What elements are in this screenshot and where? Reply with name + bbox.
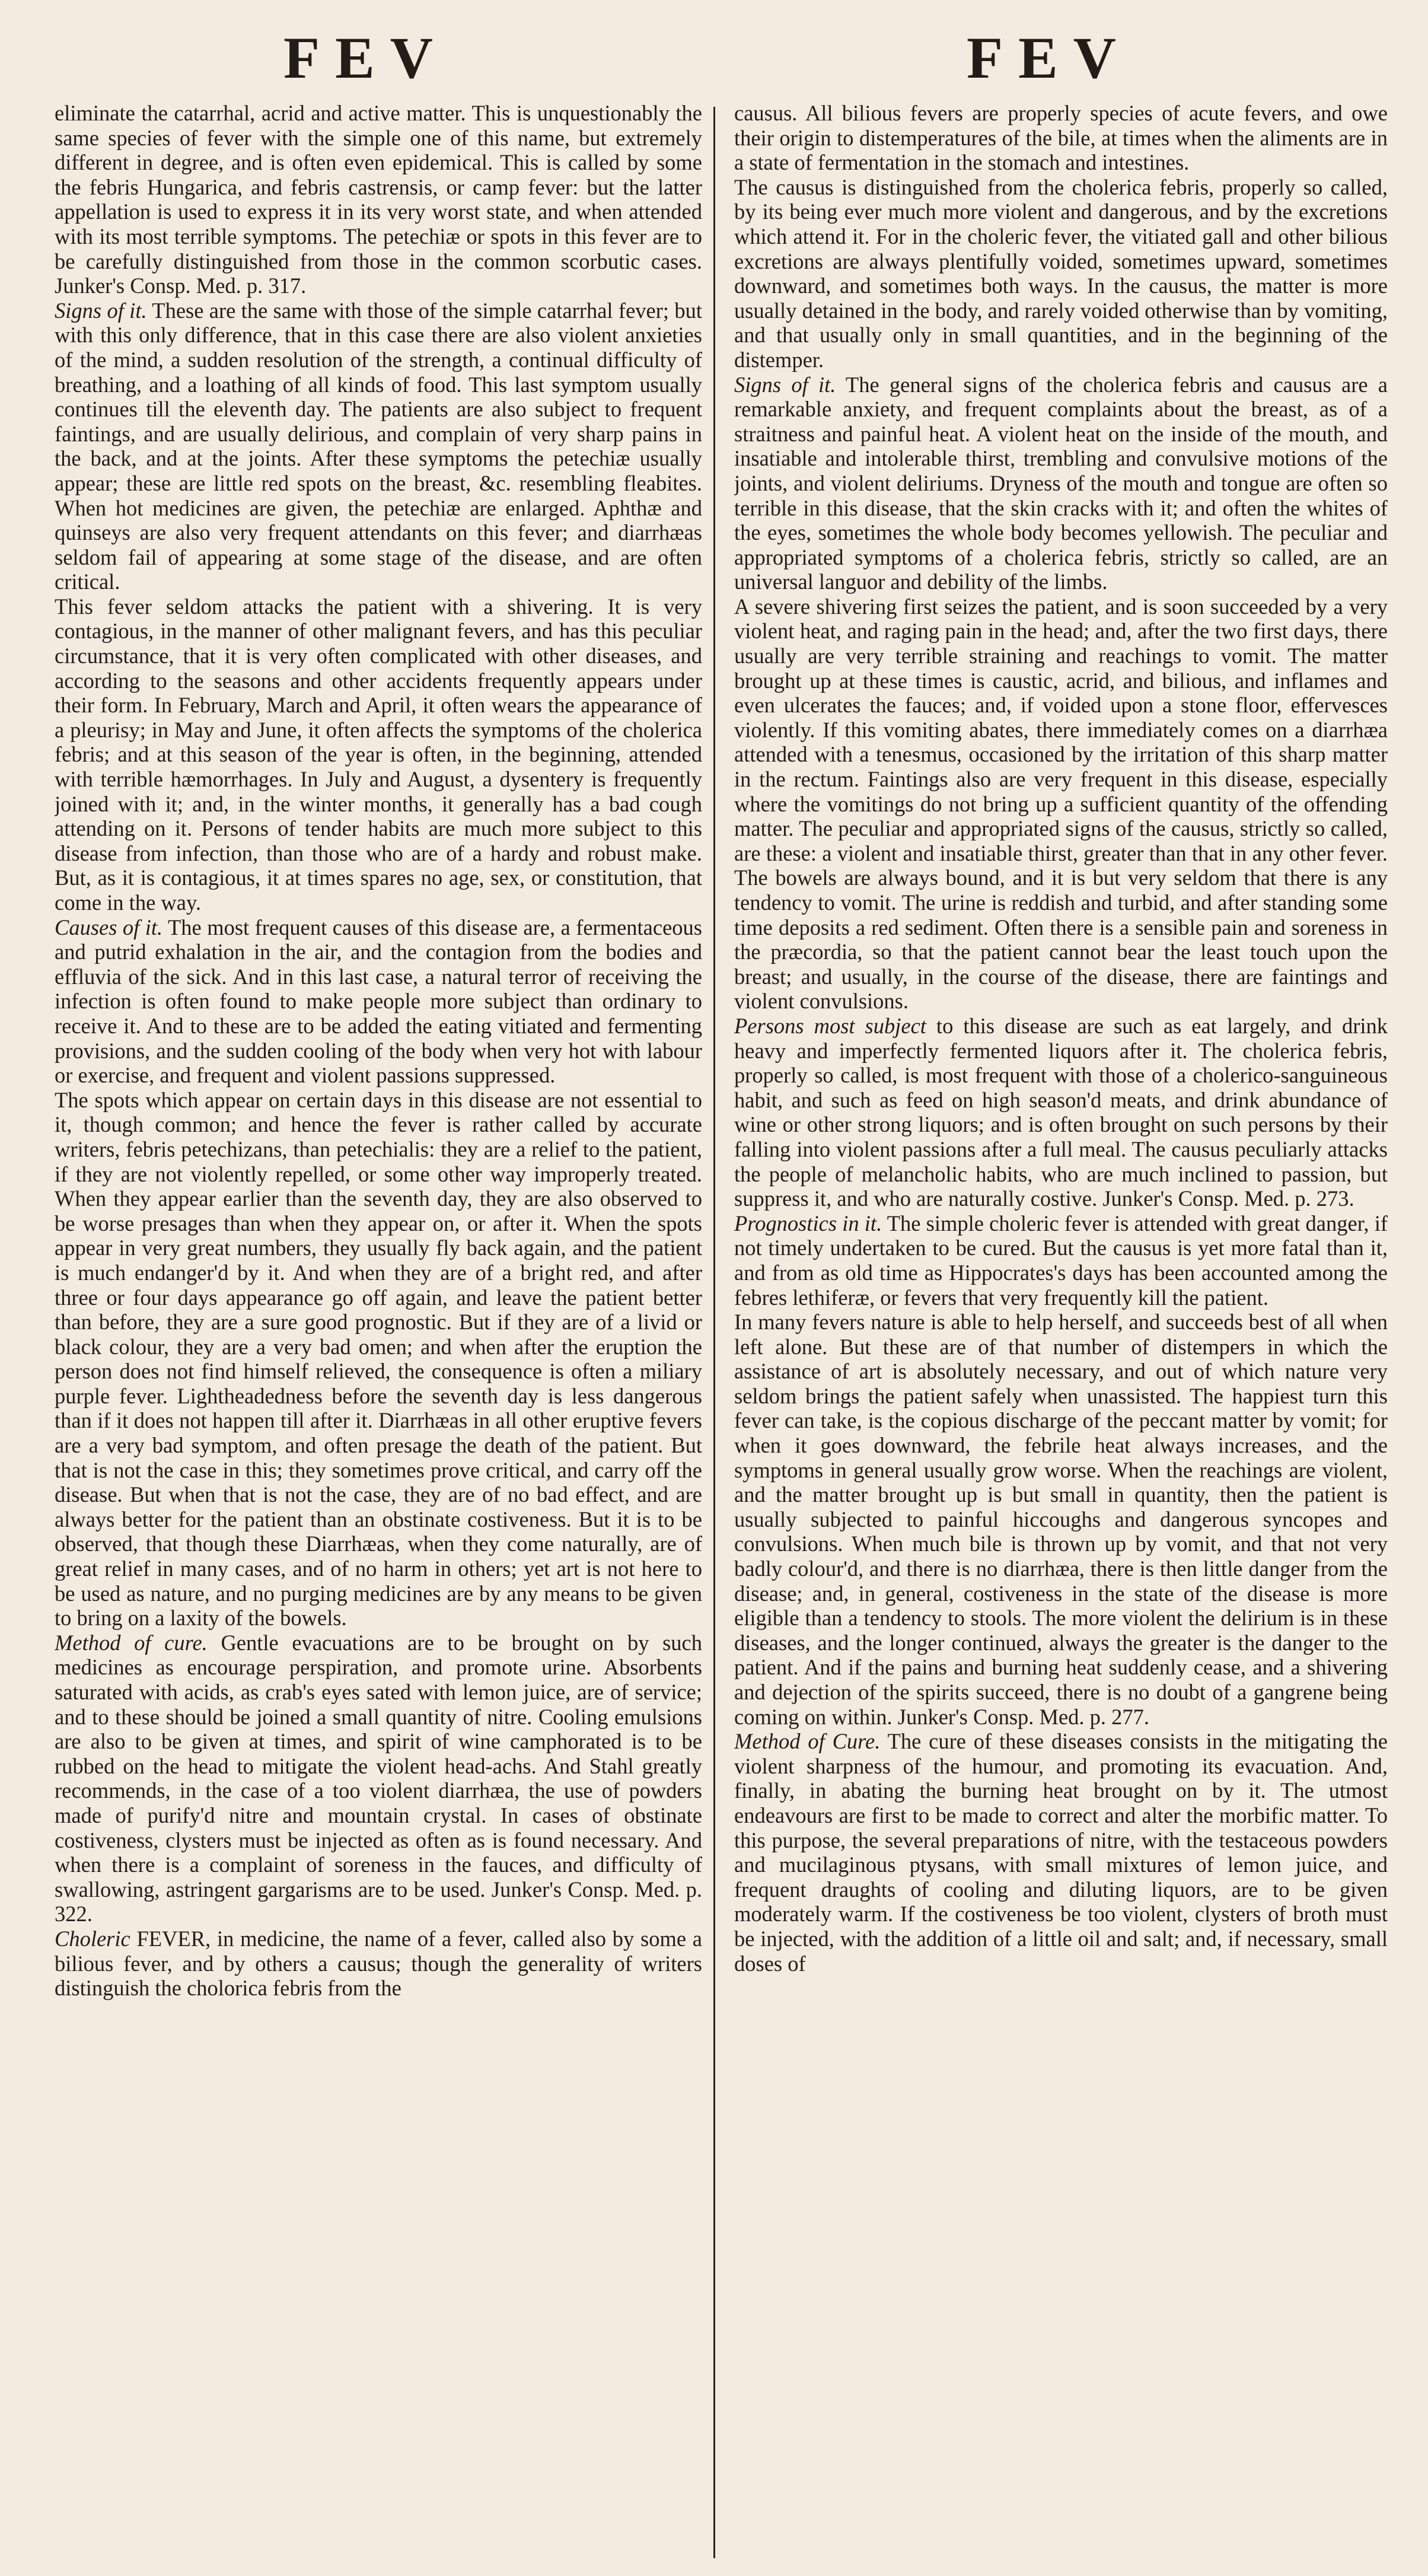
paragraph: Choleric FEVER, in medicine, the name of a fever, called also by some a bilious fever, and by others a causus; though the generality of writers distinguish the cholorica febris from the [55,1926,702,2001]
left-column [55,101,702,2556]
paragraph: Causes of it. The most frequent causes of this disease are, a fermentaceous and putrid exhalation in the air, and the contagion from the bodies and effluvia of the sick. And in this last case, a natural terror of receiving the infection is often found to make people more subject than ordinary to receive it. And to these are to be added the eating vitiated and fermenting provisions, and the sudden cooling of the body when very hot with labour or exercise, and frequent and violent passions suppressed. [55,915,702,1088]
paragraph: The spots which appear on certain days in this disease are not essential to it, though common; and hence the fever is rather called by accurate writers, febris petechizans, than petechialis: they are a relief to the patient, if they are not violently repelled, or some other way improperly treated. When they appear earlier than the seventh day, they are also observed to be worse presages than when they appear on, or after it. When the spots appear in very great numbers, they usually fly back again, and the patient is much endanger'd by it. And when they are of a bright red, and after three or four days appearance go off again, and leave the patient better than before, they are a sure good prognostic. But if they are of a livid or black colour, they are a very bad omen; and when after the eruption the person does not find himself relieved, the consequence is often a miliary purple fever. Lightheadedness before the seventh day is less dangerous than if it does not happen till after it. Diarrhæas in all other eruptive fevers are a very bad symptom, and often presage the death of the patient. But that is not the case in this; they sometimes prove critical, and carry off the disease. But when that is not the case, they are of no bad effect, and are always better for the patient than an obstinate costiveness. But it is to be observed, that though these Diarrhæas, when they come naturally, are of great relief in many cases, and of no harm in others; yet art is not here to be used as nature, and no purging medicines are by any means to be given to bring on a laxity of the bowels. [55,1087,702,1631]
paragraph: Signs of it. These are the same with those of the simple catarrhal fever; but with this only difference, that in this case there are also violent anxieties of the mind, a sudden resolution of the strength, a continual difficulty of breathing, and a loathing of all kinds of food. This last symptom usually continues till the eleventh day. The patients are also subject to frequent faintings, and are usually delirious, and complain of very sharp pains in the back, and at the joints. After these symptoms the petechiæ usually appear; these are little red spots on the breast, &c. resembling fleabites. When hot medicines are given, the petechiæ are enlarged. Aphthæ and quinseys are also very frequent attendants on this fever; and diarrhæas seldom fail of appearing at some stage of the disease, and are often critical. [55,298,702,594]
paragraph: Prognostics in it. The simple choleric fever is attended with great danger, if not timely undertaken to be cured. But the causus is yet more fatal than it, and from as old time as Hippocrates's days has been accounted among the febres lethiferæ, or fevers that very frequently kill the patient. [734,1211,1388,1310]
column-divider [713,107,715,2558]
running-head-right: FEV [967,25,1131,91]
paragraph: This fever seldom attacks the patient with a shivering. It is very contagious, in the manner of other malignant fevers, and has this peculiar circumstance, that it is very often complicated with other diseases, and according to the seasons and other accidents frequently appears under their form. In February, March and April, it often wears the appearance of a pleurisy; in May and June, it often affects the symptoms of the cholerica febris; and at this season of the year is often, in the beginning, attended with terrible hæmorrhages. In July and August, a dysentery is frequently joined with it; and, in the winter months, it generally has a bad cough attending on it. Persons of tender habits are much more subject to this disease from infection, than those who are of a hardy and robust make. But, as it is contagious, it at times spares no age, sex, or constitution, that come in the way. [55,594,702,915]
right-column [734,101,1388,2556]
paragraph: Signs of it. The general signs of the cholerica febris and causus are a remarkable anxiety, and frequent complaints about the breast, as of a straitness and painful heat. A violent heat on the inside of the mouth, and insatiable and intolerable thirst, trembling and convulsive motions of the joints, and violent deliriums. Dryness of the mouth and tongue are often so terrible in this disease, that the skin cracks with it; and often the whites of the eyes, sometimes the whole body becomes yellowish. The peculiar and appropriated symptoms of a cholerica febris, strictly so called, are an universal languor and debility of the limbs. [734,372,1388,594]
paragraph: In many fevers nature is able to help herself, and succeeds best of all when left alone. But these are of that number of distempers in which the assistance of art is absolutely necessary, and out of which nature very seldom brings the patient safely when unassisted. The happiest turn this fever can take, is the copious discharge of the peccant matter by vomit; for when it goes downward, the febrile heat always increases, and the symptoms in general usually grow worse. When the reachings are violent, and the matter brought up is but small in quantity, then the patient is usually subjected to painful hiccoughs and dangerous syncopes and convulsions. When much bile is thrown up by vomit, and that not very badly colour'd, and there is no diarrhæa, there is then little danger from the disease; and, in general, costiveness in the state of the disease is more eligible than a tendency to stools. The more violent the delirium is in these diseases, and the longer continued, always the greater is the danger to the patient. And if the pains and burning heat suddenly cease, and a shivering and dejection of the spirits succeed, there is no doubt of a gangrene being coming on within. Junker's Consp. Med. p. 277. [734,1310,1388,1729]
paragraph: A severe shivering first seizes the patient, and is soon succeeded by a very violent heat, and raging pain in the head; and, after the two first days, there usually are very terrible straining and reachings to vomit. The matter brought up at these times is caustic, acrid, and bilious, and inflames and even ulcerates the fauces; and, if voided upon a stone floor, effervesces violently. If this vomiting abates, there immediately comes on a diarrhæa attended with a tenesmus, occasioned by the irritation of this sharp matter in the rectum. Faintings also are very frequent in this disease, especially where the vomitings do not bring up a sufficient quantity of the offending matter. The peculiar and appropriated signs of the causus, strictly so called, are these: a violent and insatiable thirst, greater than that in any other fever. The bowels are always bound, and it is but very seldom that there is any tendency to vomit. The urine is reddish and turbid, and after standing some time deposits a red sediment. Often there is a sensible pain and soreness in the præcordia, so that the patient cannot bear the least touch upon the breast; and usually, in the course of the disease, there are faintings and violent convulsions. [734,594,1388,1014]
paragraph: Method of Cure. The cure of these diseases consists in the mitigating the violent sharpness of the humour, and promoting its evacuation. And, finally, in abating the burning heat brought on by it. The utmost endeavours are first to be made to correct and alter the morbific matter. To this purpose, the several preparations of nitre, with the testaceous powders and mucilaginous ptysans, with small mixtures of lemon juice, and frequent draughts of cooling and diluting liquors, are to be given moderately warm. If the costiveness be too violent, clysters of broth must be injected, with the addition of a little oil and salt; and, if necessary, small doses of [734,1729,1388,1976]
paragraph: The causus is distinguished from the cholerica febris, properly so called, by its being ever much more violent and dangerous, and by the excretions which attend it. For in the choleric fever, the vitiated gall and other bilious excretions are always plentifully voided, sometimes upward, sometimes downward, and sometimes both ways. In the causus, the matter is more usually detained in the body, and rarely voided otherwise than by vomiting, and that usually only in small quantities, and in the beginning of the distemper. [734,174,1388,372]
paragraph: causus. All bilious fevers are properly species of acute fevers, and owe their origin to distemperatures of the bile, at times when the aliments are in a state of fermentation in the stomach and intestines. [734,101,1388,175]
page-header [0,25,1428,100]
paragraph: Method of cure. Gentle evacuations are to be brought on by such medicines as encourage perspiration, and promote urine. Absorbents saturated with acids, as crab's eyes sated with lemon juice, are of service; and to these should be joined a small quantity of nitre. Cooling emulsions are also to be given at times, and spirit of wine camphorated is to be rubbed on the head to mitigate the violent head-achs. And Stahl greatly recommends, in the case of a too violent diarrhæa, the use of powders made of purify'd nitre and mountain crystal. In cases of obstinate costiveness, clysters must be injected as often as is found necessary. And when there is a complaint of soreness in the fauces, and difficulty of swallowing, astringent gargarisms are to be used. Junker's Consp. Med. p. 322. [55,1630,702,1927]
paragraph: eliminate the catarrhal, acrid and active matter. This is unquestionably the same species of fever with the simple one of this name, but extremely different in degree, and is often even epidemical. This is called by some the febris Hungarica, and febris castrensis, or camp fever: but the latter appellation is used to express it in its very worst state, and when attended with its most terrible symptoms. The petechiæ or spots in this fever are to be carefully distinguished from those in the common scorbutic cases. Junker's Consp. Med. p. 317. [55,101,702,298]
running-head-left: FEV [283,25,448,91]
paragraph: Persons most subject to this disease are such as eat largely, and drink heavy and imperfectly fermented liquors after it. The cholerica febris, properly so called, is most frequent with those of a cholerico-sanguineous habit, and such as feed on high season'd meats, and drink abundance of wine or other strong liquors; and is often brought on such persons by their falling into violent passions after a full meal. The causus peculiarly attacks the people of melancholic habits, who are much inclined to passion, but suppress it, and who are naturally costive. Junker's Consp. Med. p. 273. [734,1013,1388,1211]
